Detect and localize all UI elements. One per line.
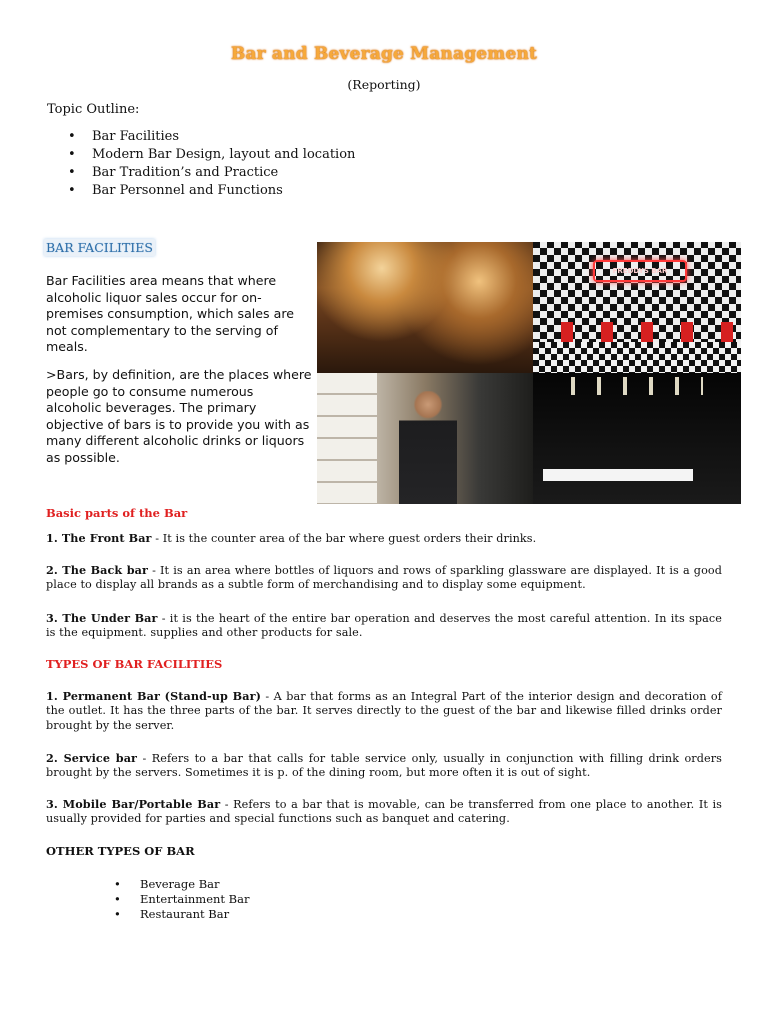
other-type-item: • Beverage Bar [112,877,250,892]
item-term: 3. Mobile Bar/Portable Bar [46,797,221,811]
bar-facilities-heading: BAR FACILITIES [46,240,153,255]
other-types-heading: OTHER TYPES OF BAR [46,844,195,858]
bar-stools [533,322,741,342]
dark-lounge-bar-photo [533,373,741,504]
item-term: 1. The Front Bar [46,531,152,545]
item-term: 2. The Back bar [46,563,148,577]
bar-facilities-paragraph: Bar Facilities area means that where alcoholic liquor sales occur for on-premises consumption, which sales are not complementary to the serving of meals. [46,273,294,354]
outline-item: • Bar Facilities [66,128,355,146]
neon-sign-text: FREDDYS BAR [612,267,668,275]
item-text: - it is the heart of the entire bar operation and deserves the most careful attention. In its space is the equipment. supplies and other products for sale. [46,612,722,640]
bartender-photo [317,373,533,504]
topic-outline-list [66,128,355,200]
item-text: - Refers to a bar that is movable, can be transferred from one place to another. It is usually provided for parties and special functions such as banquet and catering. [46,798,722,826]
page-subtitle: (Reporting) [347,77,421,92]
item-term: 2. Service bar [46,751,138,765]
neon-diner-bar-photo [533,242,741,373]
bottle-shelf [317,373,377,504]
bars-definition-paragraph: >Bars, by definition, are the places where people go to consume numerous alcoholic beverages. The primary objective of bars is to provide you with as many different alcoholic drinks or liquors as possible. [46,367,312,465]
permanent-bar-item [46,689,722,733]
neon-sign [593,260,687,282]
bar-photo-collage [317,242,741,504]
types-heading: TYPES OF BAR FACILITIES [46,657,223,671]
outline-item: • Bar Personnel and Functions [66,182,355,200]
other-types-list [112,877,250,923]
item-term: 1. Permanent Bar (Stand-up Bar) [46,689,261,703]
checkered-floor [533,342,741,373]
item-text: - A bar that forms as an Integral Part of the interior design and decoration of the outlet. It has the three parts of the bar. It serves directly to the guest of the bar and likewise filled drinks order brought by the server. [46,690,722,732]
under-bar-item [46,611,722,641]
outline-item: • Modern Bar Design, layout and location [66,146,355,164]
bartender-figure [399,391,457,504]
other-type-item: • Entertainment Bar [112,892,250,907]
front-bar-item [46,531,722,546]
bar-crowd-photo [317,242,533,373]
page-title: Bar and Beverage Management [230,44,538,64]
mobile-bar-item [46,797,722,827]
item-text: - It is an area where bottles of liquors and rows of sparkling glassware are displayed. It is a good place to display all brands as a subtle form of merchandising and to display some equipment. [46,564,722,592]
other-type-item: • Restaurant Bar [112,907,250,922]
pendant-lights [553,377,703,395]
topic-outline-label: Topic Outline: [47,102,140,117]
item-term: 3. The Under Bar [46,611,158,625]
basic-parts-heading: Basic parts of the Bar [46,506,188,520]
service-bar-item [46,751,722,781]
outline-item: • Bar Tradition’s and Practice [66,164,355,182]
item-text: - Refers to a bar that calls for table service only, usually in conjunction with filling drink orders brought by the servers. Sometimes it is p. of the dining room, but more often it is out of sight. [46,752,723,780]
bar-counter [543,469,693,481]
back-bar-item [46,563,722,593]
item-text: - It is the counter area of the bar where guest orders their drinks. [151,532,537,545]
